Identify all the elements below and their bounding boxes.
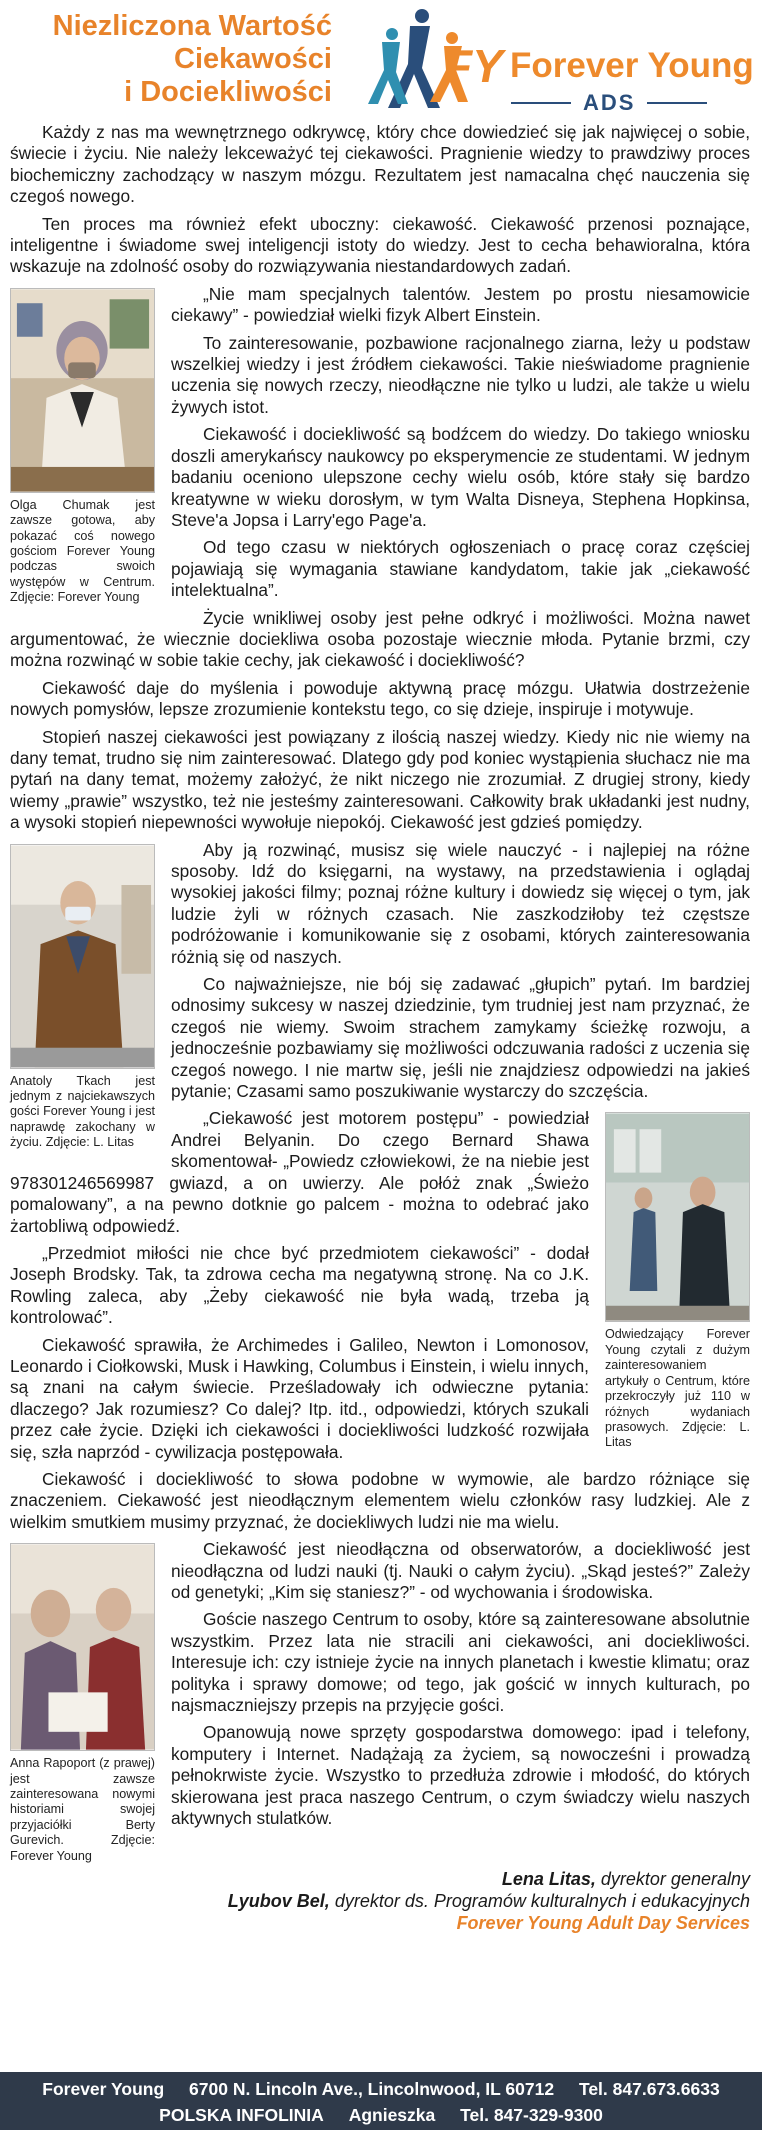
paragraph: „Ciekawość jest motorem postępu” - powiedział Andrei Belyanin. Do czego Bernard Shawa skomentował- „Powiedz człowiekowi, że na niebie jest 978301246569987 gwiazd, a on uwierzy. Ale połóż znak „Świeżo pomalowany”, a na pewno dotknie go palcem - można to odebrać jako żartobliwą odpowiedź. xyxy=(10,1108,589,1236)
photo-image xyxy=(605,1112,750,1322)
paragraph: „Nie mam specjalnych talentów. Jestem po prostu niesamowicie ciekawy” - powiedział wielki fizyk Albert Einstein. xyxy=(171,283,750,326)
signature-organization: Forever Young Adult Day Services xyxy=(456,1913,750,1934)
paragraph: Ciekawość daje do myślenia i powoduje aktywną pracę mózgu. Ułatwia dostrzeżenie nowych pomysłów, lepsze zrozumienie kontekstu tego, co się dzieje, inspiruje i motywuje. xyxy=(10,677,750,720)
title-line-2: Ciekawości xyxy=(174,43,332,75)
paragraph: Aby ją rozwinąć, musisz się wiele nauczyć - i najlepiej na różne sposoby. Idź do księgarni, na wystawy, na przedstawienia i oglądaj wysokiej jakości filmy; poznaj różne kultury i dowiedz się więcej o tym, jak ludzie żyli w różnych czasach. Nie zaszkodziłoby też częstsze podróżowanie i komunikowanie się z osobami, których zainteresowania różnią się od naszych. xyxy=(171,839,750,967)
paragraph: Od tego czasu w niektórych ogłoszeniach o pracę coraz częściej pojawiają się wymagania stawiane kandydatom, takie jak „ciekawość intelektualna”. xyxy=(171,537,750,601)
article-body xyxy=(10,122,750,1934)
signature-line-2 xyxy=(10,1890,750,1912)
photo-caption: Olga Chumak jest zawsze gotowa, aby pokazać coś nowego gościom Forever Young podczas swoich występów w Centrum. Zdjęcie: Forever Young xyxy=(10,497,155,605)
photo-image xyxy=(10,844,155,1069)
paragraph: Ten proces ma również efekt uboczny: ciekawość. Ciekawość przenosi poznające, inteligentne i świadome swej inteligencji istoty do wiedzy. Jest to cecha behawioralna, która wskazuje na zdolność osoby do rozwiązywania niestandardowych zadań. xyxy=(10,213,750,277)
signature-role: dyrektor generalny xyxy=(595,1869,750,1890)
footer-contact-name: Agnieszka xyxy=(348,2105,436,2125)
photo-anna-rapoport xyxy=(10,1543,155,1864)
paragraph: Ciekawość i dociekliwość są bodźcem do wiedzy. Do takiego wniosku doszli amerykańscy naukowcy po eksperymencie ze studentami. W jednym badaniu oceniono ulepszone cechy wielu osób, które stały się bardzo kreatywne w wieku dorosłym, w tym Walta Disneya, Stephena Hopkinsa, Steve'a Jopsa i Larry'ego Page'a. xyxy=(171,424,750,530)
paragraph: Ciekawość i dociekliwość to słowa podobne w wymowie, ale bardzo różniące się znaczeniem. Ciekawość jest nieodłącznym elementem wielu członków rasy ludzkiej. Ale z wielkim smutkiem musimy przyznać, że dociekliwych ludzi nie ma wielu. xyxy=(10,1468,750,1532)
header xyxy=(0,0,762,120)
page-title xyxy=(12,10,332,109)
logo-subtitle: ADS xyxy=(583,90,636,115)
footer-address: 6700 N. Lincoln Ave., Lincolnwood, IL 60712 xyxy=(189,2079,555,2099)
signature-name: Lyubov Bel, xyxy=(227,1891,330,1912)
footer-org: Forever Young xyxy=(42,2079,165,2099)
paragraph: Każdy z nas ma wewnętrznego odkrywcę, który chce dowiedzieć się jak najwięcej o sobie, świecie i życiu. Nie należy lekceważyć tej ciekawości. Pragnienie wiedzy to prawdziwy proces biochemiczny zachodzący w naszym mózgu. Rezultatem jest namacalna chęć nauczenia się czegoś nowego. xyxy=(10,122,750,207)
paragraph: „Przedmiot miłości nie chce być przedmiotem ciekawości” - dodał Joseph Brodsky. Tak, ta zdrowa cecha ma negatywną stronę. Na co J.K. Rowling zaleca, aby „Żeby ciekawość nie była wadą, trzeba ją kontrolować”. xyxy=(10,1242,589,1328)
photo-caption: Odwiedzający Forever Young czytali z dużym zainteresowaniem artykuły o Centrum, które przekroczyły już 110 w różnych wydaniach prasowych. Zdjęcie: L. Litas xyxy=(605,1327,750,1450)
footer-line-1 xyxy=(0,2072,762,2102)
title-line-3: i Dociekliwości xyxy=(124,76,332,108)
paragraph: Opanowują nowe sprzęty gospodarstwa domowego: ipad i telefony, komputery i Internet. Nadążają za życiem, są nowocześni i prowadzą pełnokrwiste życie. Wszystko to przedłuża zdrowie i młodość, do których skierowana jest praca naszego Centrum, o czym świadczy wielu naszych aktywnych stulatków. xyxy=(171,1722,750,1829)
footer-line-2 xyxy=(0,2102,762,2128)
signature-line-1 xyxy=(10,1868,750,1890)
photo-caption: Anatoly Tkach jest jednym z najciekawszych gości Forever Young i jest naprawdę zakochany w życiu. Zdjęcie: L. Litas xyxy=(10,1073,155,1150)
paragraph: Ciekawość jest nieodłączna od obserwatorów, a dociekliwość jest nieodłączna od ludzi nauki (tj. Nauki o całym życiu). „Skąd jesteś?” Zależy od genetyki; „Kim się staniesz?” - od wychowania i środowiska. xyxy=(171,1539,750,1602)
footer-phone: Tel. 847.673.6633 xyxy=(578,2079,720,2099)
logo-letters: FY xyxy=(444,40,503,92)
title-line-1: Niezliczona Wartość xyxy=(52,10,332,42)
paragraph: Stopień naszej ciekawości jest powiązany z ilością naszej wiedzy. Kiedy nic nie wiemy na dany temat, trudno się nim zainteresować. Dlatego gdy pod koniec wystąpienia słuchacz nie ma pytań na dany temat, możemy założyć, że nikt niczego nie zrozumiał. Z drugiej strony, kiedy wiemy „prawie” wszystko, też nie jesteśmy zainteresowani. Całkowity brak układanki jest nudny, a wysoki stopień niepewności wywołuje niepokój. Ciekawość jest gdzieś pomiędzy. xyxy=(10,726,750,833)
logo-brand-name: Forever Young xyxy=(510,46,754,85)
photo-anatoly-tkach xyxy=(10,844,155,1151)
photo-olga-chumak xyxy=(10,288,155,606)
paragraph: Co najważniejsze, nie bój się zadawać „głupich” pytań. Im bardziej odnosimy sukcesy w naszej dziedzinie, tym trudniej jest nam przyznać, że czegoś nie wiemy. Swoim strachem zamykamy ścieżkę rozwoju, a jednocześnie pozbawiamy się możliwości odczuwania radości z uczenia się czegoś nowego. I nie martw się, jeśli nie znajdziesz odpowiedzi na jakieś pytanie; Czasami samo poszukiwanie wystarczy do szczęścia. xyxy=(171,974,750,1102)
signature-name: Lena Litas, xyxy=(501,1869,596,1890)
footer-contact-bar xyxy=(0,2072,762,2130)
paragraph: Goście naszego Centrum to osoby, które są zainteresowane absolutnie wszystkim. Przez lata nie stracili ani ciekawości, ani dociekliwości. Interesuje ich: czy istnieje życie na innych planetach i kwestie klimatu; oraz polityka i sprawy domowe; od tego, jak gościć w innych kulturach, po najsmaczniejszy przepis na przyjęcie gości. xyxy=(171,1609,750,1716)
photo-visitors-reading xyxy=(605,1112,750,1450)
photo-image xyxy=(10,288,155,493)
signature-block xyxy=(10,1868,750,1934)
photo-image xyxy=(10,1543,155,1751)
paragraph: To zainteresowanie, pozbawione racjonalnego ziarna, leży u podstaw wszelkiej wiedzy i jest źródłem ciekawości. Takie nieświadome pragnienie uczenia się nowych rzeczy, nieodłączne nie tylko u ludzi, ale także u wielu żywych istot. xyxy=(171,332,750,417)
photo-caption: Anna Rapoport (z prawej) jest zawsze zainteresowana nowymi historiami swojej przyjaciółki Berty Gurevich. Zdjęcie: Forever Young xyxy=(10,1756,155,1863)
signature-role: dyrektor ds. Programów kulturalnych i edukacyjnych xyxy=(329,1891,750,1912)
footer-hotline-label: POLSKA INFOLINIA xyxy=(159,2105,324,2125)
paragraph: Ciekawość sprawiła, że Archimedes i Galileo, Newton i Lomonosov, Leonardo i Ciołkowski, Musk i Hawking, Columbus i Einstein, i wielu innych, są znani na całym świecie. Prześladowały ich odwieczne pytania: dlaczego? Jak rozumiesz? Co dalej? Itp. itd., odpowiedzi, których szukali przez całe życie. Dzięki ich ciekawości i dociekliwości ludzkość rozwijała się, szła naprzód - cywilizacja postępowała. xyxy=(10,1334,589,1462)
paragraph: Życie wnikliwej osoby jest pełne odkryć i możliwości. Można nawet argumentować, że wiecznie dociekliwa osoba pozostaje wiecznie młoda. Pytanie brzmi, czy można rozwinąć w sobie takie cechy, jak ciekawość i dociekliwość? xyxy=(10,607,750,671)
footer-hotline-phone: Tel. 847-329-9300 xyxy=(460,2105,603,2125)
